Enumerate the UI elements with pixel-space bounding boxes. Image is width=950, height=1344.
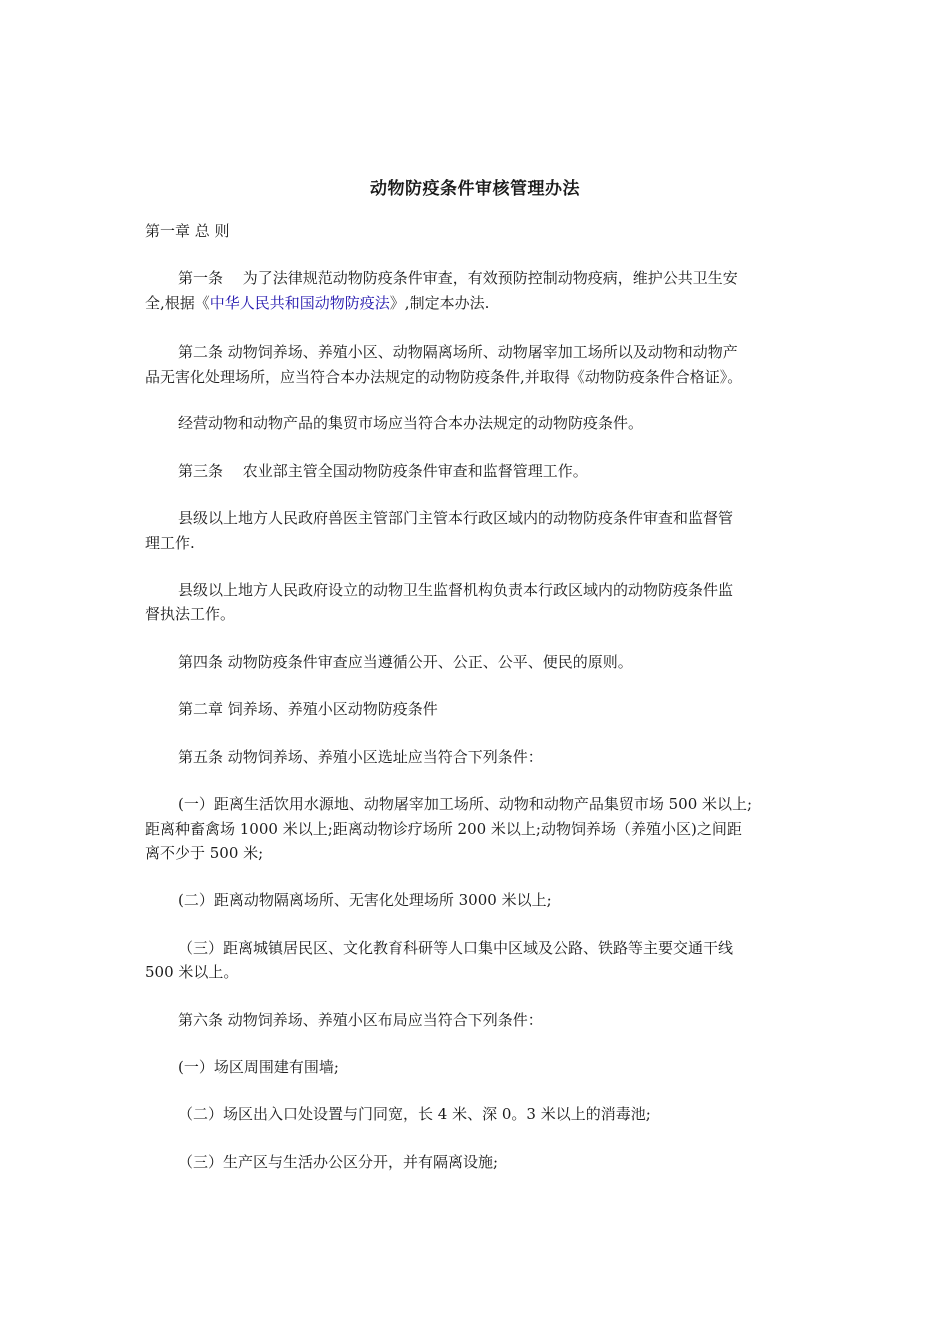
article-6-item-3: （三）生产区与生活办公区分开，并有隔离设施; [178,1153,499,1171]
article-5-item-3-line-1: （三）距离城镇居民区、文化教育科研等人口集中区域及公路、铁路等主要交通干线 [178,939,734,957]
article-6-item-2: （二）场区出入口处设置与门同宽，长 4 米、深 0。3 米以上的消毒池; [178,1105,651,1123]
article-6: 第六条 动物饲养场、养殖小区布局应当符合下列条件： [178,1011,543,1029]
article-5-item-1-line-3: 离不少于 500 米; [145,844,264,862]
article-3-para-2-line-2: 理工作. [145,534,195,552]
article-4: 第四条 动物防疫条件审查应当遵循公开、公正、公平、便民的原则。 [178,653,633,671]
article-6-item-1: (一）场区周围建有围墙; [178,1058,339,1076]
chapter-2-heading: 第二章 饲养场、养殖小区动物防疫条件 [178,700,438,718]
article-5-item-2: (二）距离动物隔离场所、无害化处理场所 3000 米以上; [178,891,552,909]
article-5-item-3-line-2: 500 米以上。 [145,963,239,981]
article-3-para-3-line-1: 县级以上地方人民政府设立的动物卫生监督机构负责本行政区域内的动物防疫条件监 [178,581,734,599]
article-3-para-2-line-1: 县级以上地方人民政府兽医主管部门主管本行政区域内的动物防疫条件审查和监督管 [178,509,734,527]
law-link[interactable]: 中华人民共和国动物防疫法 [209,294,390,312]
chapter-1-heading: 第一章 总 则 [145,222,230,240]
article-2-para-2: 经营动物和动物产品的集贸市场应当符合本办法规定的动物防疫条件。 [178,414,644,432]
article-5-item-1-line-2: 距离种畜禽场 1000 米以上;距离动物诊疗场所 200 米以上;动物饲养场（养殖小区)之间距 [145,820,742,838]
article-2-line-2: 品无害化处理场所，应当符合本办法规定的动物防疫条件,并取得《动物防疫条件合格证》。 [145,368,743,386]
article-2-line-1: 第二条 动物饲养场、养殖小区、动物隔离场所、动物屠宰加工场所以及动物和动物产 [178,343,738,361]
article-1-text-pre: 全,根据《 [145,294,210,312]
document-title: 动物防疫条件审核管理办法 [370,179,580,199]
article-1-line-2 [145,293,489,313]
article-5-item-1-line-1: (一）距离生活饮用水源地、动物屠宰加工场所、动物和动物产品集贸市场 500 米以上; [178,795,753,813]
article-1-text-post: 》,制定本办法. [389,294,490,312]
article-1-line-1: 第一条 为了法律规范动物防疫条件审查，有效预防控制动物疫病，维护公共卫生安 [178,269,738,287]
article-3: 第三条 农业部主管全国动物防疫条件审查和监督管理工作。 [178,462,588,480]
article-3-para-3-line-2: 督执法工作。 [145,605,236,623]
article-5: 第五条 动物饲养场、养殖小区选址应当符合下列条件： [178,748,543,766]
